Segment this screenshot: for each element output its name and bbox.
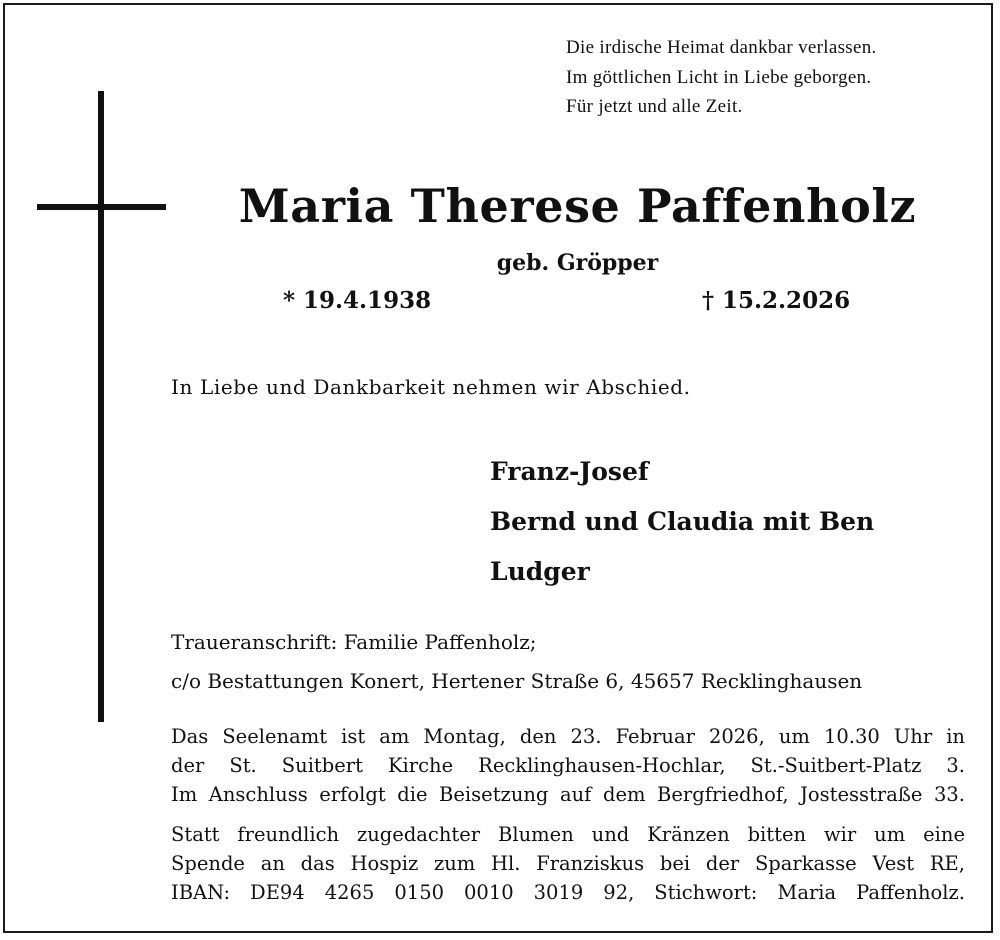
donation-line: Spende an das Hospiz zum Hl. Franziskus bei der Sparkasse Vest RE,	[171, 852, 965, 875]
motto-line: Für jetzt und alle Zeit.	[566, 96, 743, 117]
service-line: Im Anschluss erfolgt die Beisetzung auf dem Bergfriedhof, Jostesstraße 33.	[171, 783, 965, 806]
mourner: Bernd und Claudia mit Ben	[490, 507, 875, 536]
donation-line: Statt freundlich zugedachter Blumen und Kränzen bitten wir um eine	[171, 823, 965, 846]
motto-line: Die irdische Heimat dankbar verlassen.	[566, 37, 877, 58]
motto-line: Im göttlichen Licht in Liebe geborgen.	[566, 66, 872, 88]
address-line: c/o Bestattungen Konert, Hertener Straße 6, 45657 Recklinghausen	[171, 669, 863, 693]
birth-date: * 19.4.1938	[283, 287, 432, 314]
deceased-name: Maria Therese Paffenholz	[238, 179, 917, 233]
farewell-text: In Liebe und Dankbarkeit nehmen wir Abschied.	[171, 375, 691, 399]
mourning-address	[171, 623, 862, 701]
cross-horizontal-bar	[37, 204, 166, 210]
donation-info	[171, 820, 965, 907]
mourner: Franz-Josef	[490, 457, 649, 486]
cross-vertical-bar	[98, 91, 104, 722]
service-info	[171, 722, 965, 809]
address-line: Traueranschrift: Familie Paffenholz;	[171, 630, 537, 654]
birth-name: geb. Gröpper	[496, 250, 659, 276]
mourners-list	[490, 447, 874, 597]
motto-verse	[566, 33, 986, 122]
death-date: † 15.2.2026	[702, 287, 851, 314]
donation-line: IBAN: DE94 4265 0150 0010 3019 92, Stichwort: Maria Paffenholz.	[171, 881, 965, 904]
service-line: der St. Suitbert Kirche Recklinghausen-Hochlar, St.-Suitbert-Platz 3.	[171, 754, 965, 777]
mourner: Ludger	[490, 557, 590, 586]
service-line: Das Seelenamt ist am Montag, den 23. Februar 2026, um 10.30 Uhr in	[171, 725, 965, 748]
